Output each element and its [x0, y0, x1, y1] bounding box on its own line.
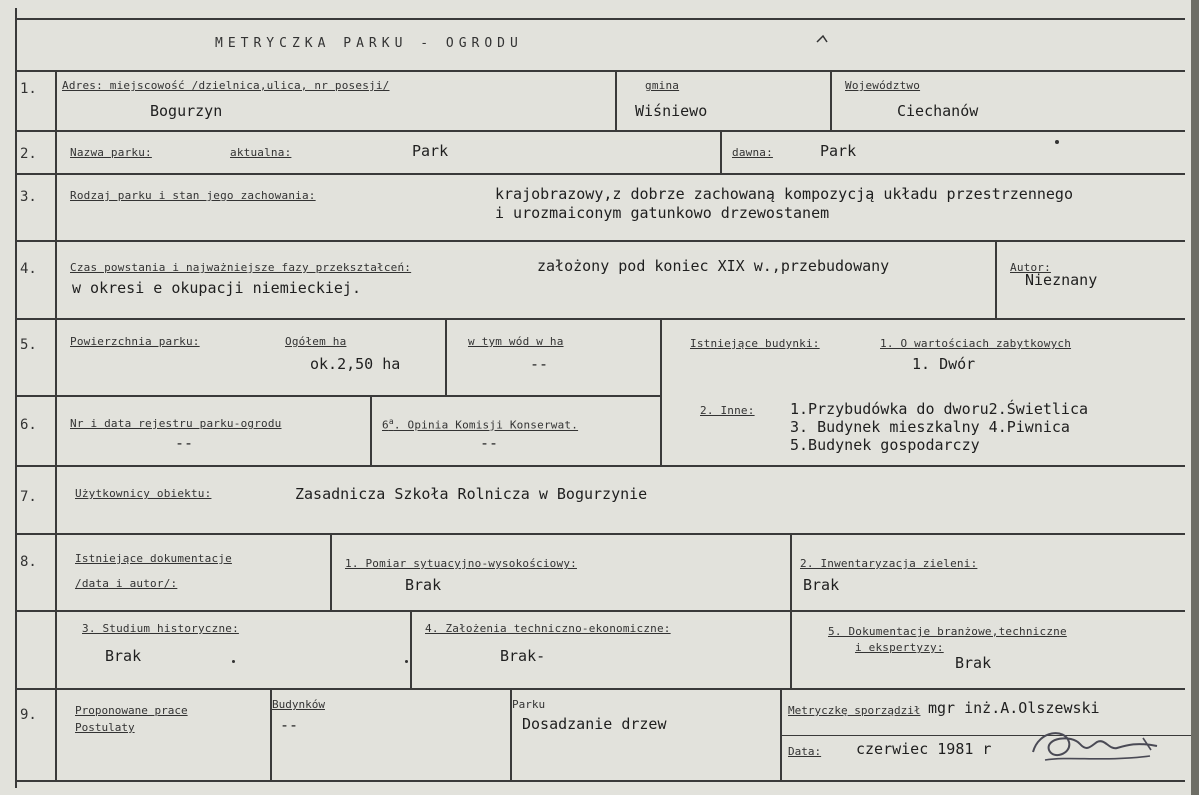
branch-docs-label-line2: i ekspertyzy:: [855, 641, 944, 654]
users-value: Zasadnicza Szkoła Rolnicza w Bogurzynie: [295, 485, 648, 503]
divider-row9: [15, 688, 1185, 690]
row2-number: 2.: [20, 146, 37, 162]
frame-top-line: [15, 18, 1185, 20]
divider-row4: [15, 240, 1185, 242]
row5-divider-b: [660, 318, 662, 465]
divider-row6-left: [15, 395, 660, 397]
date-label: Data:: [788, 745, 822, 758]
divider-row2: [15, 130, 1185, 132]
park-type-line2: i urozmaiconym gatunkowo drzewostanem: [495, 204, 830, 222]
inventory-label: 2. Inwentaryzacja zieleni:: [800, 557, 978, 570]
current-name-value: Park: [412, 142, 449, 160]
registry-label: Nr i data rejestru parku-ogrodu: [70, 417, 282, 430]
address-value: Bogurzyn: [150, 102, 223, 120]
current-name-label: aktualna:: [230, 146, 292, 159]
divider-row8-mid: [15, 610, 1185, 612]
registry-value: --: [175, 434, 194, 452]
frame-bottom-line: [15, 780, 1185, 782]
divider-row3: [15, 173, 1185, 175]
number-column-line: [55, 70, 57, 780]
historic-buildings-label: 1. O wartościach zabytkowych: [880, 337, 1072, 350]
prepared-by-value: mgr inż.A.Olszewski: [928, 699, 1100, 717]
voivodeship-value: Ciechanów: [897, 102, 979, 120]
row5-divider-a: [445, 318, 447, 395]
row8-divider-b: [790, 533, 792, 688]
other-buildings-line1: 1.Przybudówka do dworu2.Świetlica: [790, 400, 1089, 418]
branch-docs-value: Brak: [955, 654, 992, 672]
row4-number: 4.: [20, 261, 37, 277]
users-label: Użytkownicy obiektu:: [75, 487, 212, 500]
ink-speck: [1055, 140, 1059, 144]
gmina-label: gmina: [645, 79, 680, 92]
study-label: 3. Studium historyczne:: [82, 622, 239, 635]
history-label: Czas powstania i najważniejsze fazy przekształceń:: [70, 261, 412, 274]
row1-divider-b: [830, 70, 832, 130]
historic-buildings-value: 1. Dwór: [912, 355, 976, 373]
row5-number: 5.: [20, 337, 37, 353]
postulates-label-line2: Postulaty: [75, 721, 135, 734]
area-label: Powierzchnia parku:: [70, 335, 200, 348]
voivodeship-label: Województwo: [845, 79, 921, 92]
buildings-proposal-value: --: [280, 716, 299, 734]
address-label: Adres: miejscowość /dzielnica,ulica, nr posesji/: [62, 79, 390, 92]
former-name-label: dawna:: [732, 146, 773, 159]
opinion-label: 6$^a$. Opinia Komisji Konserwat.: [382, 417, 579, 432]
row6-number: 6.: [20, 417, 37, 433]
row1-number: 1.: [20, 81, 37, 97]
former-name-value: Park: [820, 142, 857, 160]
opinion-value: --: [480, 434, 499, 452]
divider-row7: [15, 465, 1185, 467]
total-area-value: ok.2,50 ha: [310, 355, 401, 373]
water-area-value: --: [530, 355, 549, 373]
row7-number: 7.: [20, 489, 37, 505]
form-title: METRYCZKA PARKU - OGRODU: [215, 36, 523, 51]
row9-number: 9.: [20, 707, 37, 723]
total-area-label: Ogółem ha: [285, 335, 347, 348]
divider-row1: [15, 70, 1185, 72]
buildings-proposal-label: Budynków: [272, 698, 325, 711]
ink-speck: [405, 660, 408, 663]
gmina-value: Wiśniewo: [635, 102, 708, 120]
park-type-label: Rodzaj parku i stan jego zachowania:: [70, 189, 316, 202]
other-buildings-label: 2. Inne:: [700, 404, 755, 417]
existing-docs-label-line1: Istniejące dokumentacje: [75, 552, 232, 565]
row8-number: 8.: [20, 554, 37, 570]
park-proposal-label: Parku: [512, 698, 546, 711]
prepared-by-label: Metryczkę sporządził: [788, 704, 921, 717]
tech-value: Brak-: [500, 647, 546, 665]
survey-value: Brak: [405, 576, 442, 594]
row1-divider-a: [615, 70, 617, 130]
row8-divider-a: [330, 533, 332, 610]
tech-label: 4. Założenia techniczno-ekonomiczne:: [425, 622, 671, 635]
history-value-line2: w okresi e okupacji niemieckiej.: [72, 279, 361, 297]
row6-divider: [370, 395, 372, 465]
existing-docs-label-line2: /data i autor/:: [75, 577, 178, 590]
frame-left-line: [15, 8, 17, 788]
date-value: czerwiec 1981 r: [856, 740, 992, 758]
row2-divider: [720, 130, 722, 173]
ink-speck: [232, 660, 235, 663]
divider-row8: [15, 533, 1185, 535]
pen-mark-icon: [815, 34, 829, 46]
divider-row5: [15, 318, 1185, 320]
history-value-line1: założony pod koniec XIX w.,przebudowany: [537, 257, 890, 275]
author-value: Nieznany: [1025, 271, 1098, 289]
row8-divider-c: [410, 610, 412, 688]
author-label: Autor:: [1010, 261, 1051, 274]
row9-divider-c: [780, 688, 782, 780]
buildings-label: Istniejące budynki:: [690, 337, 820, 350]
park-proposal-value: Dosadzanie drzew: [522, 715, 667, 733]
other-buildings-line3: 5.Budynek gospodarczy: [790, 436, 980, 454]
study-value: Brak: [105, 647, 142, 665]
other-buildings-line2: 3. Budynek mieszkalny 4.Piwnica: [790, 418, 1070, 436]
row4-divider: [995, 240, 997, 318]
inventory-value: Brak: [803, 576, 840, 594]
survey-label: 1. Pomiar sytuacyjno-wysokościowy:: [345, 557, 577, 570]
park-name-label: Nazwa parku:: [70, 146, 152, 159]
row3-number: 3.: [20, 189, 37, 205]
scan-edge: [1191, 0, 1199, 795]
water-area-label: w tym wód w ha: [468, 335, 564, 348]
branch-docs-label-line1: 5. Dokumentacje branżowe,techniczne: [828, 625, 1067, 638]
signature-icon: [1025, 720, 1175, 770]
postulates-label-line1: Proponowane prace: [75, 704, 188, 717]
park-type-line1: krajobrazowy,z dobrze zachowaną kompozycją układu przestrzennego: [495, 185, 1073, 203]
